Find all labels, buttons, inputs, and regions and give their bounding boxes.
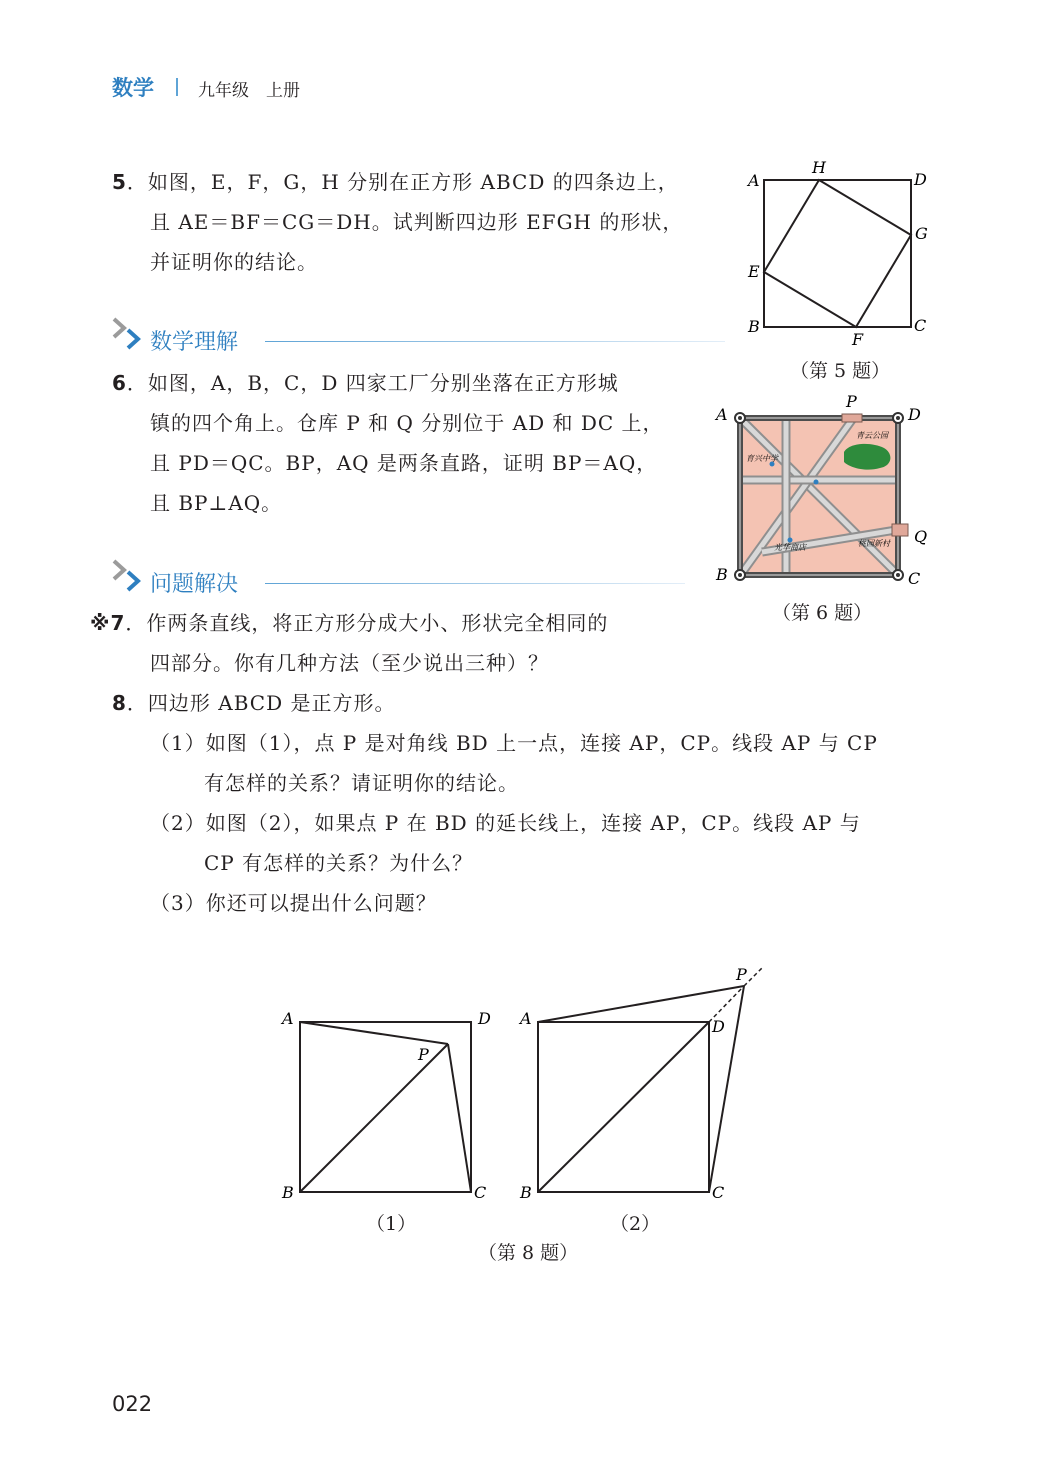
label-a: A [748,171,760,190]
fig2-label-p: P [736,965,747,984]
fig2-label-a: A [520,1009,532,1028]
section-title-problem-solving: 问题解决 [150,572,239,597]
square-abcd [764,180,911,327]
label-d: D [914,170,927,189]
park-area [844,444,890,470]
q8-sub2-line-1: （2）如图（2），如果点 P 在 BD 的延长线上，连接 AP，CP。线段 AP 与 [150,811,861,835]
subject-title: 数学 [112,76,154,100]
map-label-park: 青云公园 [856,431,888,440]
label-h: H [812,158,826,177]
q8-fig2-caption: （2） [610,1213,661,1235]
map-label-c: C [908,569,921,588]
fig1-segment-cp [448,1044,471,1192]
section-title-understanding: 数学理解 [150,330,239,355]
q8-caption: （第 8 题） [478,1242,579,1264]
page-number: 022 [112,1392,153,1416]
q7-number: ※7 [90,611,126,635]
header-divider [176,78,178,96]
label-e: E [748,262,760,281]
fig2-label-d: D [712,1017,725,1036]
map-label-store: 光华商店 [774,543,806,552]
q6-line-1: 6．如图，A，B，C，D 四家工厂分别坐落在正方形城 [112,371,619,395]
q8-figures [270,960,780,1220]
map-label-school: 育兴中学 [746,454,778,463]
q6-caption: （第 6 题） [772,602,873,624]
fig1-label-p: P [418,1045,429,1064]
section-chevron-icon [110,316,144,352]
q7-line-2: 四部分。你有几种方法（至少说出三种）？ [150,651,549,675]
q8-number: 8 [112,691,127,715]
warehouse-q [892,524,908,536]
label-f: F [852,330,864,349]
q8-intro: 8．四边形 ABCD 是正方形。 [112,691,396,715]
q8-figure-1 [280,1009,491,1202]
fig2-label-b: B [520,1183,532,1202]
map-label-b: B [716,565,728,584]
q6-number: 6 [112,371,127,395]
map-label-a: A [716,405,728,424]
q8-figure-2 [518,965,762,1202]
label-b: B [748,317,760,336]
q6-line-2: 镇的四个角上。仓库 P 和 Q 分别位于 AD 和 DC 上， [150,411,664,435]
map-label-d: D [908,405,921,424]
grade-label: 九年级 上册 [198,81,300,101]
q6-map-figure [712,392,937,592]
q8-sub1-line-2: 有怎样的关系？请证明你的结论。 [204,771,519,795]
fig1-label-c: C [474,1183,487,1202]
map-label-p: P [846,392,857,411]
q7-line-1: ※7．作两条直线，将正方形分成大小、形状完全相同的 [90,611,609,635]
q6-line-4: 且 BP⊥AQ。 [150,491,283,515]
q5-line-1: 5．如图，E，F，G，H 分别在正方形 ABCD 的四条边上， [112,170,679,194]
fig1-label-a: A [282,1009,294,1028]
q8-fig1-caption: （1） [366,1213,417,1235]
fig2-diagonal-bd [538,1022,709,1192]
q5-line-3: 并证明你的结论。 [150,250,318,274]
warehouse-p [842,414,862,422]
label-g: G [915,224,928,243]
fig1-label-d: D [478,1009,491,1028]
q5-number: 5 [112,170,127,194]
fig1-diagonal-bd [300,1044,448,1192]
q5-caption: （第 5 题） [790,360,891,382]
quad-efgh [764,180,911,327]
map-label-village: 桃园新村 [858,539,890,548]
q8-sub3: （3）你还可以提出什么问题？ [150,891,437,915]
q5-figure [740,155,940,350]
fig1-segment-ap [300,1022,448,1044]
q8-sub1-line-1: （1）如图（1），点 P 是对角线 BD 上一点，连接 AP，CP。线段 AP 与 CP [150,731,878,755]
map-label-q: Q [914,527,928,546]
q5-line-2: 且 AE＝BF＝CG＝DH。试判断四边形 EFGH 的形状， [150,210,684,234]
fig1-label-b: B [282,1183,294,1202]
label-c: C [914,316,927,335]
q8-sub2-line-2: CP 有怎样的关系？为什么？ [204,851,474,875]
section-rule-2 [265,583,685,584]
q6-line-3: 且 PD＝QC。BP，AQ 是两条直路，证明 BP＝AQ， [150,451,658,475]
section-chevron-icon-2 [110,558,144,594]
section-rule [265,341,725,342]
fig2-label-c: C [712,1183,725,1202]
